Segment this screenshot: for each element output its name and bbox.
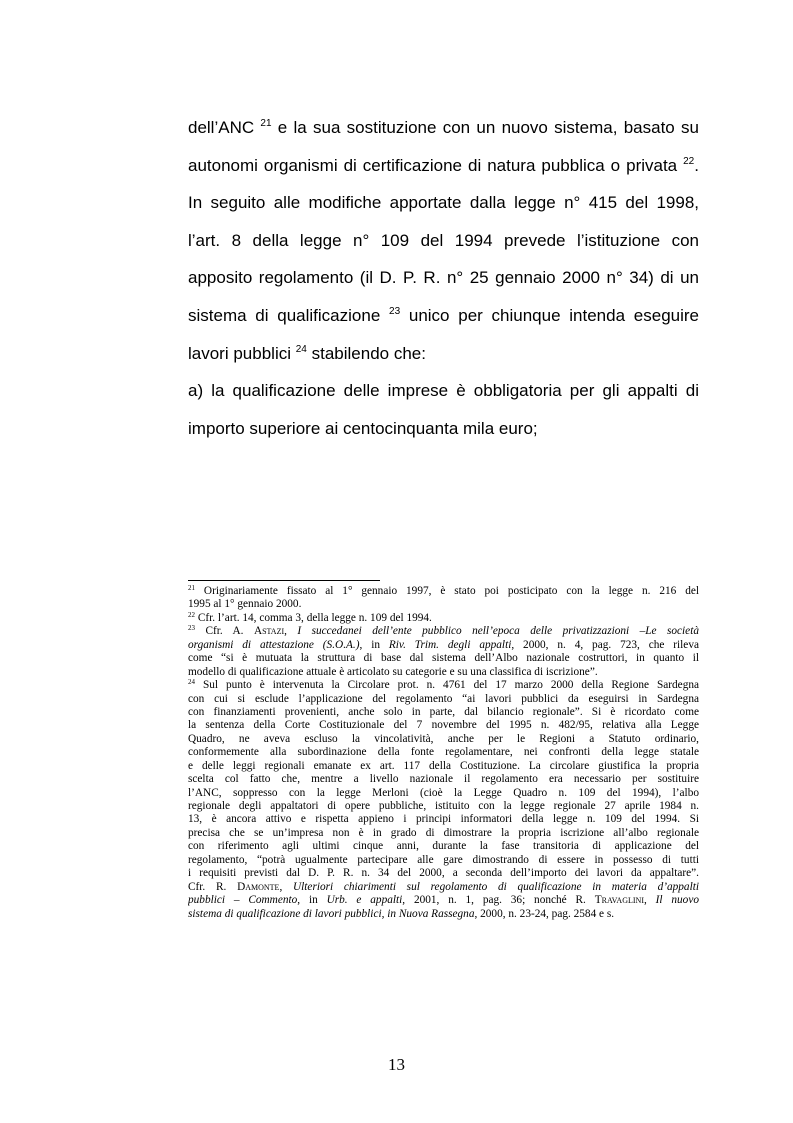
footnote-line: organismi di attestazione (S.O.A.), in Riv. Trim. degli appalti, 2000, n. 4, pag. 723, che rileva bbox=[188, 638, 699, 651]
footnote-21: $^{21}$ Originariamente fissato al 1° gennaio 1997, è stato poi posticipato con la legge n. 216 del bbox=[188, 585, 699, 597]
footnote-line: pubblici – Commento, in Urb. e appalti, 2001, n. 1, pag. 36; nonché R. Travaglini, Il nuovo bbox=[188, 894, 699, 907]
footnote-line: Cfr. R. Damonte, Ulteriori chiarimenti sul regolamento di qualificazione in materia d’appalti bbox=[188, 880, 699, 893]
footnote-ref-24: 24 bbox=[295, 343, 307, 355]
footnotes bbox=[188, 585, 699, 921]
text-line: sistema di qualificazione $^{23}$ unico per chiunque intenda eseguire bbox=[188, 305, 699, 325]
footnote-line: precisa che se un’impresa non è in grado di dimostrare la propria iscrizione all’albo regionale bbox=[188, 826, 699, 839]
text-line: l’art. 8 della legge n° 109 del 1994 prevede l’istituzione con bbox=[188, 230, 699, 250]
footnote-line: la sentenza della Corte Costituzionale del 7 novembre del 1995 n. 482/95, relativa alla Legge bbox=[188, 719, 699, 732]
text-line: lavori pubblici $^{24}$ stabilendo che: bbox=[188, 343, 426, 363]
footnote-line: come “si è mutuata la struttura di base dal sistema dell’Albo nazionale costruttori, in quanto il bbox=[188, 652, 699, 665]
text-line: In seguito alle modifiche apportate dalla legge n° 415 del 1998, bbox=[188, 193, 699, 213]
footnote-line: 1995 al 1° gennaio 2000. bbox=[188, 598, 302, 611]
footnote-ref-21: 21 bbox=[260, 118, 272, 129]
footnote-line: 13, è ancora attivo e rispetta appieno i principi informatori della legge n. 109 del 1994. Si bbox=[188, 813, 699, 826]
footnote-line: con finanziamenti provenienti, anche solo in parte, dal bilancio regionale”. Si è ricordato come bbox=[188, 705, 699, 718]
footnote-line: i requisiti previsti dal D. P. R. n. 34 del 2000, a seconda dell’importo dei lavori da appaltare”. bbox=[188, 867, 699, 880]
footnote-line: l’ANC, soppresso con la legge Merloni (cioè la Legge Quadro n. 109 del 1994), l’albo bbox=[188, 786, 699, 799]
text-line: autonomi organismi di certificazione di natura pubblica o privata $^{22}$. bbox=[188, 155, 699, 175]
footnote-23: $^{23}$ Cfr. A. Astazi, I succedanei dell’ente pubblico nell’epoca delle privatizzazioni –Le società bbox=[188, 625, 699, 638]
footnote-line: scelta col fatto che, mentre a livello nazionale il regolamento era necessario per sostituire bbox=[188, 773, 699, 786]
footnote-line: con cui si esclude l’applicazione del regolamento “ai lavori pubblici da eseguirsi in Sardegna bbox=[188, 692, 699, 705]
page-number: 13 bbox=[388, 1055, 405, 1074]
footnote-line: con riferimento agli ultimi cinque anni, durante la fase transitoria di applicazione del bbox=[188, 840, 699, 853]
footnote-24: $^{24}$ Sul punto è intervenuta la Circolare prot. n. 4761 del 17 marzo 2000 della Regione Sardegna bbox=[188, 679, 699, 692]
footnote-line: Quadro, ne aveva escluso la vincolatività, anche per le Regioni a Statuto ordinario, bbox=[188, 732, 699, 745]
footnote-ref-23: 23 bbox=[389, 305, 401, 317]
footnote-line: sistema di qualificazione di lavori pubblici, in Nuova Rassegna, 2000, n. 23-24, pag. 2584 e s. bbox=[188, 907, 615, 920]
footnote-line: regionale degli appaltatori di opere pubbliche, istituito con la legge regionale 27 aprile 1984 n. bbox=[188, 800, 699, 812]
text-line: dell’ANC $^{21}$ e la sua sostituzione con un nuovo sistema, basato su bbox=[188, 118, 699, 137]
footnote-ref-22: 22 bbox=[683, 155, 695, 167]
footnote-line: modello di qualificazione attuale è articolato su categorie e su una classifica di iscrizione”. bbox=[188, 665, 598, 678]
main-text bbox=[188, 109, 699, 447]
footnote-line: regolamento, “potrà ugualmente partecipare alle gare dimostrando di essere in possesso di tutti bbox=[188, 853, 699, 866]
footnote-line: conformemente alla subordinazione della fonte regolamentare, nei confronti della legge statale bbox=[188, 746, 699, 759]
footnote-line: e delle leggi regionali emanate ex art. 117 della Costituzione. La circolare giustifica la propria bbox=[188, 759, 699, 772]
text-line: apposito regolamento (il D. P. R. n° 25 gennaio 2000 n° 34) di un bbox=[188, 268, 699, 288]
footnote-separator bbox=[188, 580, 380, 581]
footnote-22: $^{22}$ Cfr. l’art. 14, comma 3, della legge n. 109 del 1994. bbox=[188, 611, 432, 624]
text-line: importo superiore ai centocinquanta mila euro; bbox=[188, 418, 538, 438]
text-line: a) la qualificazione delle imprese è obbligatoria per gli appalti di bbox=[188, 381, 699, 401]
